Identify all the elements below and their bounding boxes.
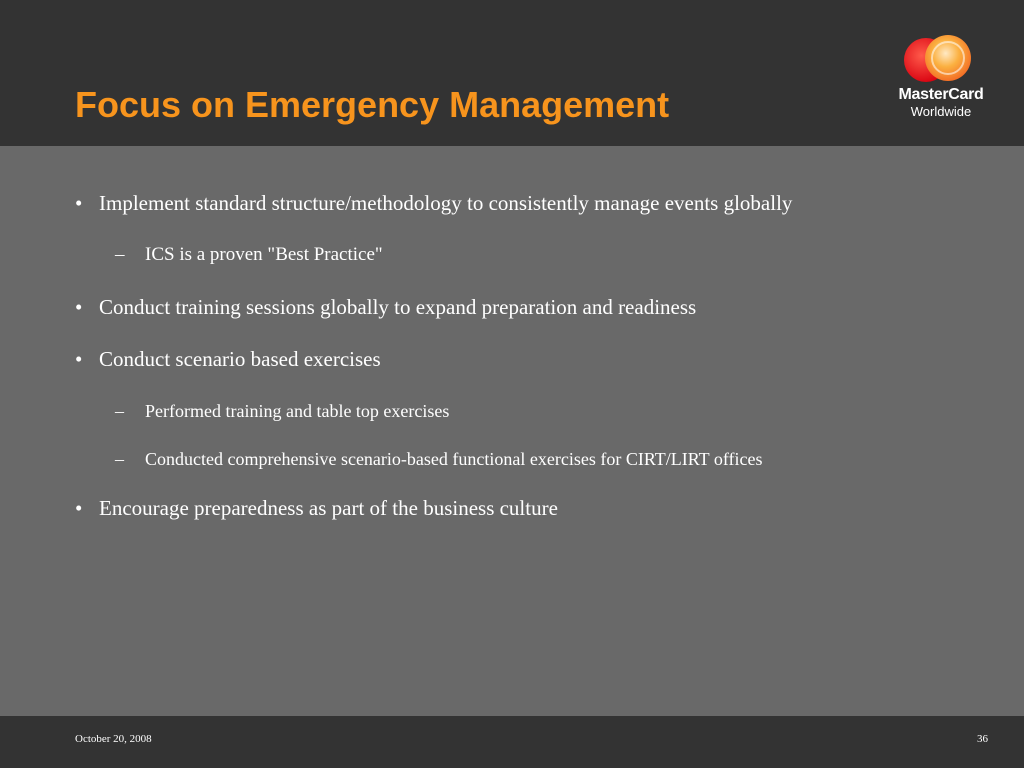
sub-bullet-marker: –: [115, 401, 124, 421]
mastercard-logo: [888, 30, 994, 122]
sub-bullet-text: Conducted comprehensive scenario-based functional exercises for CIRT/LIRT offices: [145, 449, 763, 469]
bullet-text: Encourage preparedness as part of the business culture: [99, 496, 558, 520]
slide-content: [0, 146, 1024, 716]
slide-title: Focus on Emergency Management: [75, 84, 670, 125]
bullet-marker: •: [75, 347, 83, 371]
logo-name: MasterCard: [898, 86, 984, 103]
bullet-marker: •: [75, 191, 83, 215]
bullet-item: [75, 495, 558, 521]
sub-bullet-item: [115, 399, 449, 423]
bullet-marker: •: [75, 295, 83, 319]
bullet-text: Conduct scenario based exercises: [99, 347, 381, 371]
sub-bullet-text: ICS is a proven "Best Practice": [145, 244, 383, 265]
sub-bullet-marker: –: [115, 449, 124, 469]
footer-date: October 20, 2008: [75, 733, 152, 745]
bullet-item: [75, 346, 381, 372]
sub-bullet-marker: –: [115, 244, 125, 265]
slide-footer: [0, 716, 1024, 768]
bullet-item: [75, 294, 696, 320]
bullet-text: Conduct training sessions globally to expand preparation and readiness: [99, 295, 697, 319]
sub-bullet-item: [115, 447, 762, 471]
sub-bullet-item: [115, 243, 383, 267]
bullet-marker: •: [75, 496, 83, 520]
bullet-text: Implement standard structure/methodology to consistently manage events globally: [99, 191, 793, 215]
slide-header: [0, 0, 1024, 146]
sub-bullet-text: Performed training and table top exercises: [145, 401, 450, 421]
logo-subtitle: Worldwide: [910, 104, 972, 119]
mastercard-circles-icon: [888, 30, 994, 86]
bullet-item: [75, 190, 792, 216]
page-number: 36: [977, 733, 988, 745]
